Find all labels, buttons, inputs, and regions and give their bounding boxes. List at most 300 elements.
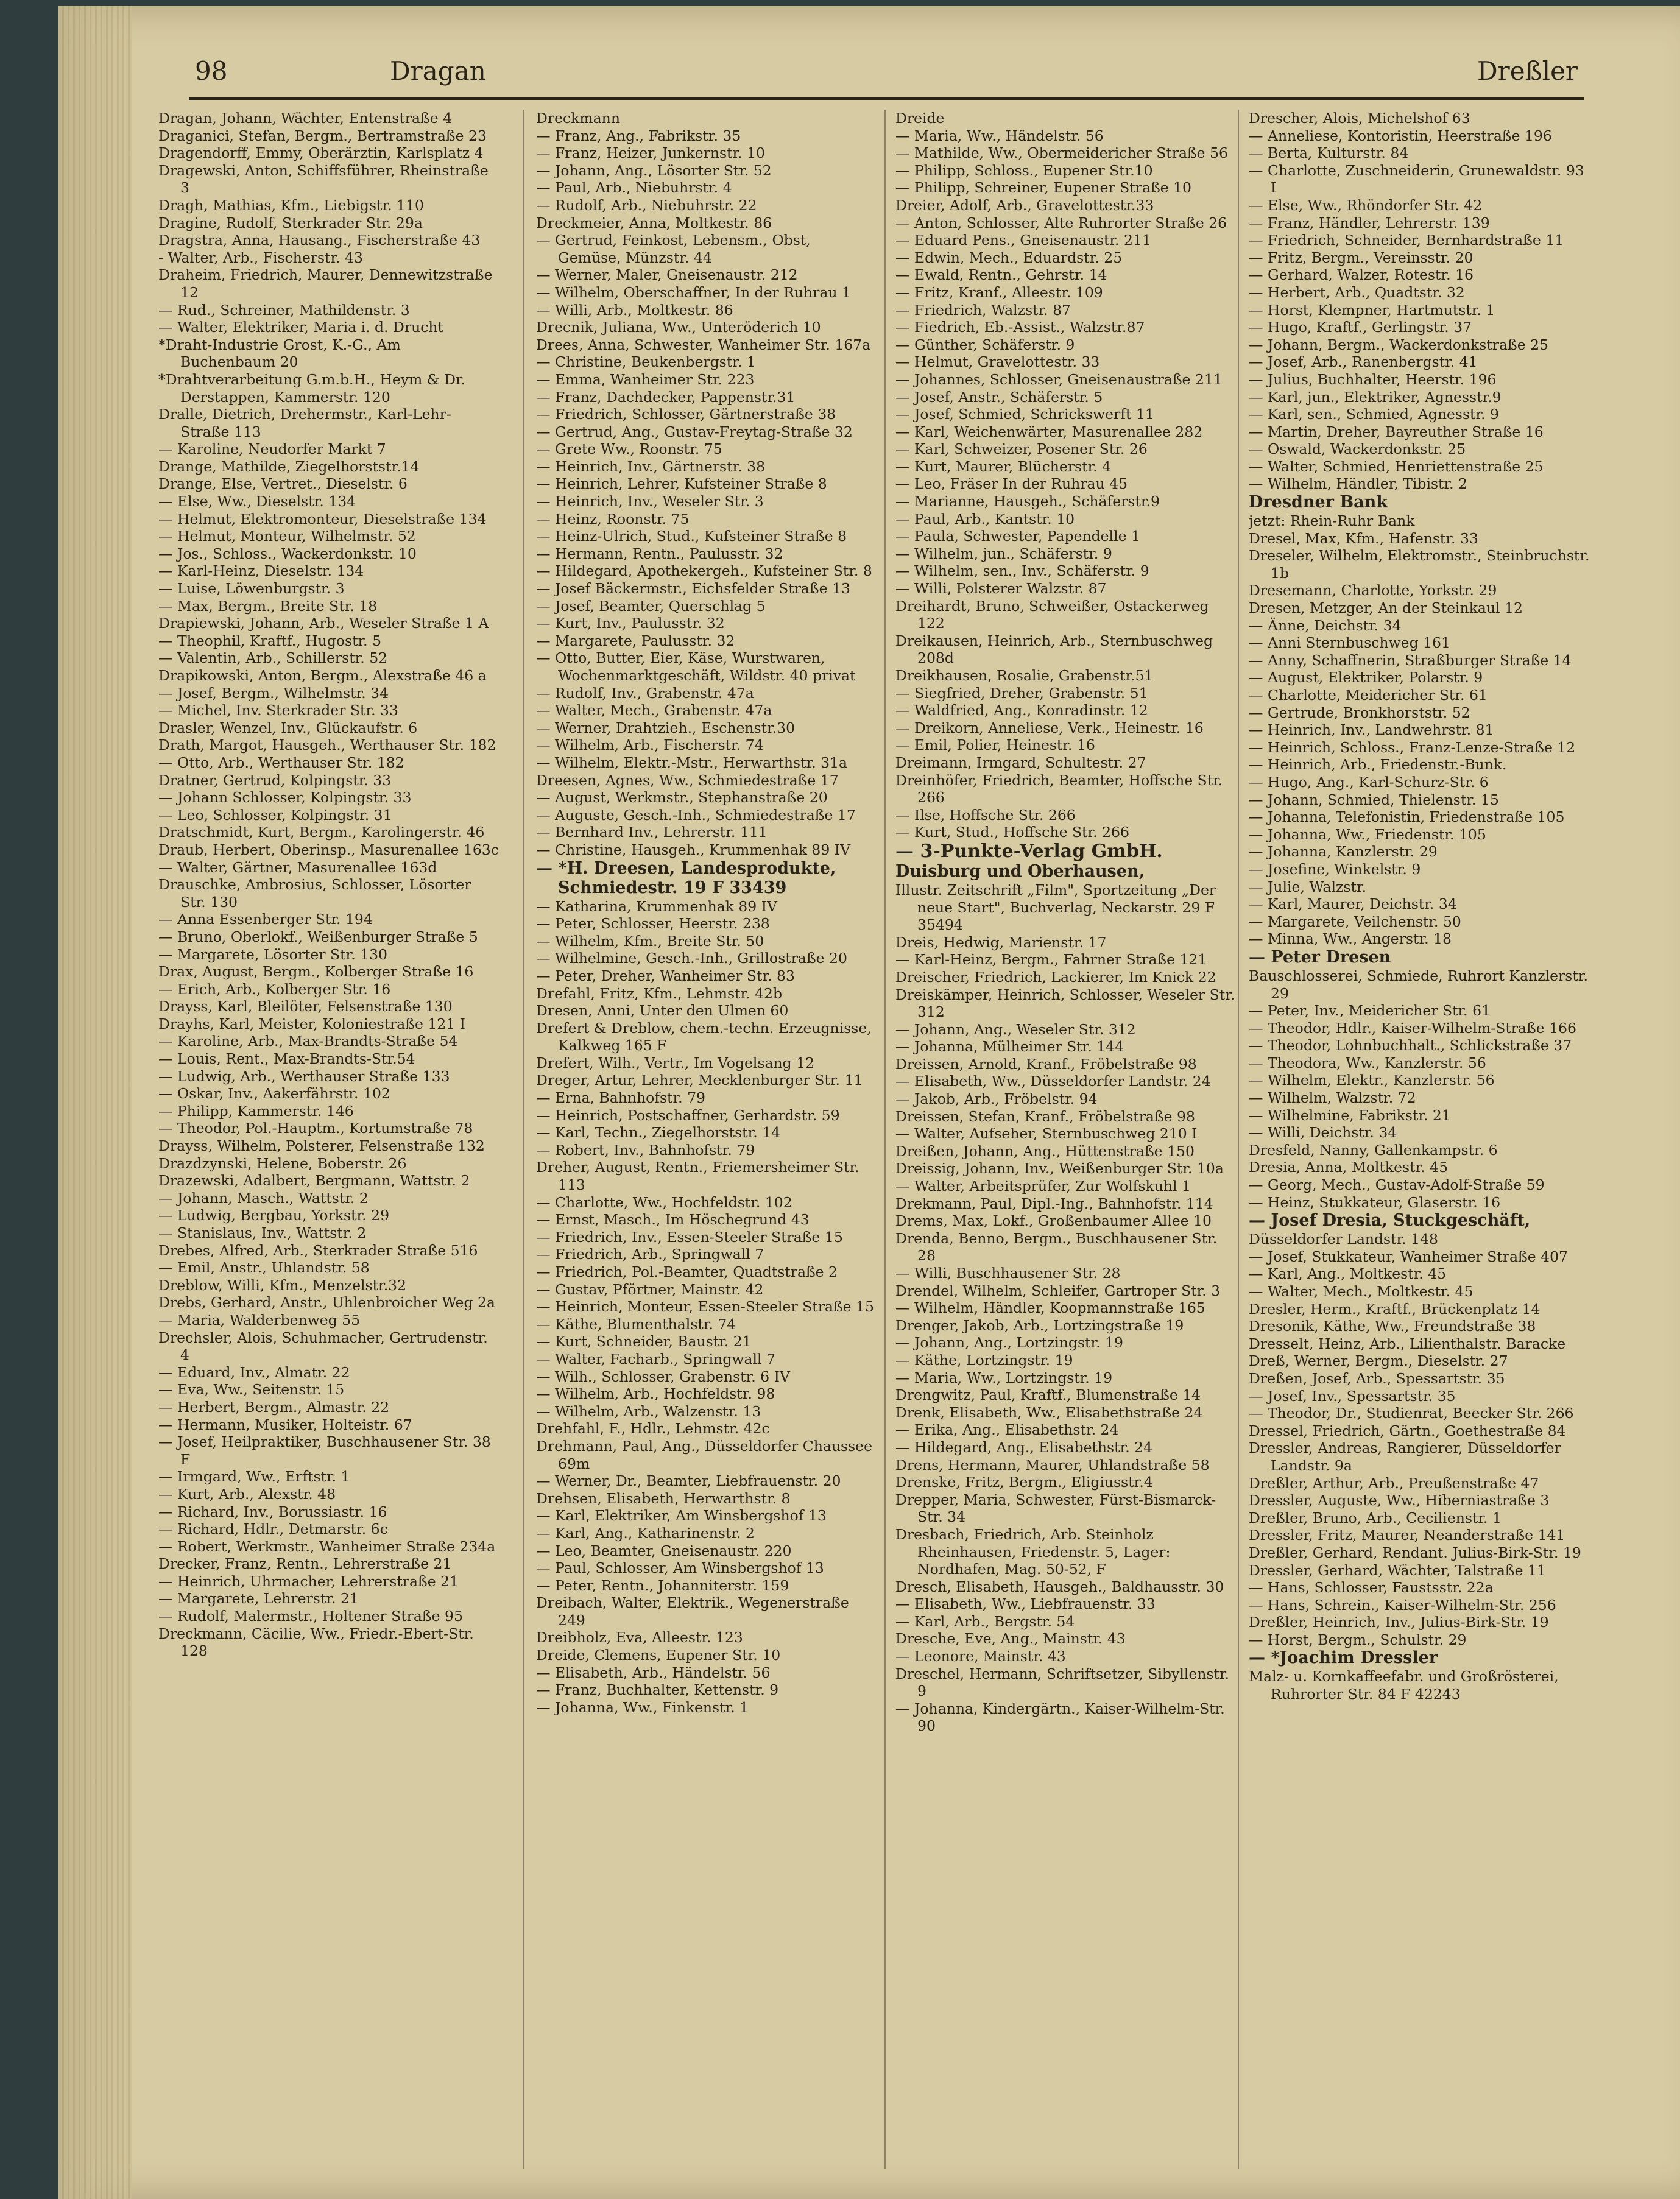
directory-entry: — Änne, Deichstr. 34 [1249,616,1402,634]
directory-entry: Drayss, Karl, Bleilöter, Felsenstraße 130 [158,998,453,1015]
directory-entry: Duisburg und Oberhausen, [895,861,1145,881]
directory-entry: — Heinrich, Postschaffner, Gerhardstr. 59 [536,1106,840,1124]
directory-entry: — Karl-Heinz, Bergm., Fahrner Straße 121 [895,951,1207,969]
directory-entry: — Eduard, Inv., Almatr. 22 [158,1363,350,1381]
directory-entry: — Karl-Heinz, Dieselstr. 134 [158,562,364,580]
directory-entry: — Friedrich, Schneider, Bernhardstraße 11 [1249,231,1564,249]
directory-entry: — Wilhelm, jun., Schäferstr. 9 [895,545,1112,562]
directory-entry: — Peter Dresen [1249,947,1391,967]
directory-entry: — Johanna, Ww., Finkenstr. 1 [536,1698,749,1716]
directory-entry: — Gerhard, Walzer, Rotestr. 16 [1249,266,1474,284]
directory-entry: - Walter, Arb., Fischerstr. 43 [158,249,363,266]
directory-entry: — Willi, Deichstr. 34 [1249,1124,1397,1142]
directory-entry: — Friedrich, Walzstr. 87 [895,301,1071,319]
directory-entry: — Hans, Schrein., Kaiser-Wilhelm-Str. 256 [1249,1596,1556,1614]
directory-entry: Dressler, Andreas, Rangierer, Düsseldorfer Landstr. 9a [1249,1439,1561,1474]
directory-entry: — Werner, Maler, Gneisenaustr. 212 [536,266,798,284]
directory-entry: Draub, Herbert, Oberinsp., Masurenallee 163c [158,841,499,858]
directory-entry: — Max, Bergm., Breite Str. 18 [158,597,378,615]
directory-entry: — Hildegard, Apothekergeh., Kufsteiner Str. 8 [536,562,872,580]
directory-entry: — Robert, Werkmstr., Wanheimer Straße 234a [158,1537,496,1555]
directory-entry: — Bernhard Inv., Lehrerstr. 111 [536,824,768,841]
directory-entry: — Anna Essenberger Str. 194 [158,911,373,928]
directory-entry: Dreckmann, Cäcilie, Ww., Friedr.-Ebert-Str. 128 [158,1625,474,1660]
directory-entry: — Franz, Heizer, Junkernstr. 10 [536,144,765,162]
directory-entry: — Charlotte, Ww., Hochfeldstr. 102 [536,1193,792,1211]
right-guide-word: Dreßler [1477,56,1578,86]
directory-entry: — Robert, Inv., Bahnhofstr. 79 [536,1141,755,1159]
directory-entry: — Kurt, Inv., Paulusstr. 32 [536,615,725,632]
directory-entry: Dresen, Metzger, An der Steinkaul 12 [1249,599,1523,617]
directory-entry: — Johann, Ang., Weseler Str. 312 [895,1020,1136,1038]
directory-entry: — Heinz-Ulrich, Stud., Kufsteiner Straße 8 [536,528,847,545]
directory-entry: Drazewski, Adalbert, Bergmann, Wattstr. 2 [158,1172,470,1190]
column-divider [884,110,886,2169]
directory-entry: — August, Elektriker, Polarstr. 9 [1249,669,1483,687]
directory-entry: — Wilhelmine, Gesch.-Inh., Grillostraße 20 [536,950,847,967]
directory-entry: — Hans, Schlosser, Faustsstr. 22a [1249,1579,1494,1597]
directory-entry: — Hermann, Rentn., Paulusstr. 32 [536,545,783,562]
page-edge [58,6,132,2199]
directory-entry: — Ernst, Masch., Im Höschegrund 43 [536,1211,810,1229]
directory-entry: — Paul, Arb., Kantstr. 10 [895,510,1075,528]
directory-entry: — Maria, Ww., Lortzingstr. 19 [895,1369,1113,1386]
directory-entry: — Helmut, Monteur, Wilhelmstr. 52 [158,528,416,545]
directory-entry: — Kurt, Maurer, Blücherstr. 4 [895,457,1112,475]
directory-entry: — Franz, Ang., Fabrikstr. 35 [536,127,741,144]
directory-entry: — 3-Punkte-Verlag GmbH. [895,840,1163,862]
directory-entry: — Maria, Ww., Händelstr. 56 [895,127,1104,144]
directory-entry: Dreß, Werner, Bergm., Dieselstr. 27 [1249,1352,1508,1370]
directory-entry: Drendel, Wilhelm, Schleifer, Gartroper Str. 3 [895,1282,1221,1299]
directory-entry: — Heinrich, Monteur, Essen-Steeler Straße 15 [536,1298,874,1316]
directory-entry: — Margarete, Lehrerstr. 21 [158,1590,359,1608]
directory-entry: — Margarete, Lösorter Str. 130 [158,945,387,963]
directory-entry: — Josef Dresia, Stuckgeschäft, [1249,1211,1531,1230]
directory-entry: — Heinz, Stukkateur, Glaserstr. 16 [1249,1193,1501,1211]
directory-entry: — Johann, Ang., Lösorter Str. 52 [536,161,772,179]
directory-entry: — Franz, Händler, Lehrerstr. 139 [1249,214,1490,231]
directory-entry: Dreissen, Stefan, Kranf., Fröbelstraße 98 [895,1107,1195,1125]
directory-entry: — Edwin, Mech., Eduardstr. 25 [895,249,1123,266]
directory-entry: — Walter, Facharb., Springwall 7 [536,1350,775,1368]
directory-entry: Drehfahl, F., Hdlr., Lehmstr. 42c [536,1420,770,1438]
directory-entry: — Hermann, Musiker, Holteistr. 67 [158,1416,412,1433]
directory-entry: — Elisabeth, Ww., Düsseldorfer Landstr. 24 [895,1073,1211,1090]
directory-entry: — Fritz, Kranf., Alleestr. 109 [895,283,1103,301]
directory-entry: Dreesen, Agnes, Ww., Schmiedestraße 17 [536,771,839,789]
directory-entry: — Karl, Elektriker, Am Winsbergshof 13 [536,1507,827,1525]
directory-entry: — Fiedrich, Eb.-Assist., Walzstr.87 [895,319,1145,336]
directory-entry: — Jakob, Arb., Fröbelstr. 94 [895,1090,1098,1108]
directory-entry: Dreseler, Wilhelm, Elektromstr., Steinbruchstr. 1b [1249,547,1590,582]
directory-entry: *Draht-Industrie Grost, K.-G., Am Buchenbaum 20 [158,336,401,371]
directory-entry: — Wilhelmine, Fabrikstr. 21 [1249,1106,1451,1124]
directory-entry: Dreger, Artur, Lehrer, Mecklenburger Str. 11 [536,1071,863,1089]
directory-entry: Drapikowski, Anton, Bergm., Alexstraße 46 a [158,667,487,684]
directory-entry: Dreher, August, Rentn., Friemersheimer Str. 113 [536,1159,859,1194]
directory-entry: — Grete Ww., Roonstr. 75 [536,440,722,458]
directory-entry: — Friedrich, Arb., Springwall 7 [536,1246,764,1263]
directory-entry: — Willi, Polsterer Walzstr. 87 [895,580,1107,598]
directory-entry: — Josef, Bergm., Wilhelmstr. 34 [158,684,389,702]
directory-entry: Dreßler, Arthur, Arb., Preußenstraße 47 [1249,1474,1539,1492]
directory-entry: — Anton, Schlosser, Alte Ruhrorter Straße 26 [895,214,1227,231]
directory-entry: — Walter, Mech., Grabenstr. 47a [536,702,772,719]
directory-entry: — Heinrich, Inv., Gärtnerstr. 38 [536,457,766,475]
directory-entry: — Maria, Walderbenweg 55 [158,1311,361,1329]
directory-entry: Düsseldorfer Landstr. 148 [1249,1230,1438,1248]
directory-entry: — Karl, Maurer, Deichstr. 34 [1249,895,1457,913]
directory-entry: — Kurt, Schneider, Baustr. 21 [536,1333,752,1350]
directory-entry: — Johanna, Telefonistin, Friedenstraße 105 [1249,808,1565,826]
directory-entry: — Peter, Inv., Meidericher Str. 61 [1249,1002,1491,1020]
directory-entry: Drechsler, Alois, Schuhmacher, Gertrudenstr. 4 [158,1329,488,1364]
directory-entry: *Drahtverarbeitung G.m.b.H., Heym & Dr. Derstappen, Kammerstr. 120 [158,370,466,406]
directory-entry: — Leo, Beamter, Gneisenaustr. 220 [536,1542,792,1559]
directory-entry: — Peter, Schlosser, Heerstr. 238 [536,915,770,933]
directory-entry: — Josef Bäckermstr., Eichsfelder Straße 13 [536,580,850,598]
directory-entry: Dreikhausen, Rosalie, Grabenstr.51 [895,667,1154,684]
directory-entry: — Johannes, Schlosser, Gneisenaustraße 211 [895,370,1223,388]
directory-entry: Dratschmidt, Kurt, Bergm., Karolingerstr. 46 [158,824,485,841]
directory-entry: Dreißen, Johann, Ang., Hüttenstraße 150 [895,1142,1195,1160]
directory-entry: — Karl, jun., Elektriker, Agnesstr.9 [1249,388,1502,406]
directory-entry: — Paula, Schwester, Papendelle 1 [895,528,1140,545]
directory-entry: — Wilhelm, Elektr., Kanzlerstr. 56 [1249,1071,1495,1089]
directory-entry: Drekmann, Paul, Dipl.-Ing., Bahnhofstr. 114 [895,1195,1213,1212]
directory-entry: Dreibach, Walter, Elektrik., Wegenerstraße 249 [536,1594,849,1629]
directory-entry: — Ilse, Hoffsche Str. 266 [895,806,1076,824]
directory-entry: Dreckmeier, Anna, Moltkestr. 86 [536,214,772,231]
directory-entry: — Willi, Buschhausener Str. 28 [895,1265,1121,1282]
directory-column-2 [536,110,877,2169]
directory-entry: — Leo, Fräser In der Ruhrau 45 [895,475,1128,493]
header-rule [189,97,1584,100]
directory-entry: — Philipp, Schloss., Eupener Str.10 [895,161,1153,179]
directory-entry: — Walter, Arbeitsprüfer, Zur Wolfskuhl 1 [895,1177,1191,1195]
directory-entry: — Ludwig, Arb., Werthauser Straße 133 [158,1067,450,1085]
directory-entry: — Paul, Arb., Niebuhrstr. 4 [536,179,732,197]
directory-entry: — Richard, Hdlr., Detmarstr. 6c [158,1520,388,1538]
directory-entry: — Heinrich, Inv., Weseler Str. 3 [536,493,764,510]
directory-entry: — Peter, Rentn., Johanniterstr. 159 [536,1576,789,1594]
directory-entry: — Otto, Butter, Eier, Käse, Wurstwaren, Wochenmarktgeschäft, Wildstr. 40 privat [536,649,856,684]
directory-entry: — Leonore, Mainstr. 43 [895,1648,1066,1665]
directory-entry: — Wilhelm, Walzstr. 72 [1249,1089,1416,1107]
directory-entry: — Günther, Schäferstr. 9 [895,336,1075,353]
directory-entry: — Hildegard, Ang., Elisabethstr. 24 [895,1438,1153,1456]
directory-entry: — Waldfried, Ang., Konradinstr. 12 [895,702,1148,719]
directory-entry: — Richard, Inv., Borussiastr. 16 [158,1503,387,1520]
directory-entry: Dresonik, Käthe, Ww., Freundstraße 38 [1249,1318,1536,1335]
directory-entry: — Theophil, Kraftf., Hugostr. 5 [158,632,382,649]
directory-entry: Dresdner Bank [1249,493,1388,512]
directory-entry: Drebes, Alfred, Arb., Sterkrader Straße 516 [158,1241,478,1259]
directory-entry: — Heinrich, Uhrmacher, Lehrerstraße 21 [158,1572,459,1590]
directory-entry: — Peter, Dreher, Wanheimer Str. 83 [536,967,795,984]
directory-entry: Drens, Hermann, Maurer, Uhlandstraße 58 [895,1456,1210,1474]
column-divider [523,110,524,2169]
directory-entry: Dreibholz, Eva, Alleestr. 123 [536,1629,743,1647]
directory-entry: — Jos., Schloss., Wackerdonkstr. 10 [158,545,417,562]
directory-entry: — Friedrich, Pol.-Beamter, Quadtstraße 2 [536,1263,838,1280]
directory-entry: — Martin, Dreher, Bayreuther Straße 16 [1249,423,1544,440]
directory-entry: — Hugo, Ang., Karl-Schurz-Str. 6 [1249,773,1489,791]
column-divider [1238,110,1239,2169]
directory-entry: Dreier, Adolf, Arb., Gravelottestr.33 [895,196,1154,214]
directory-entry: — Oskar, Inv., Aakerfährstr. 102 [158,1085,390,1103]
directory-entry: — Gertrude, Bronkhorststr. 52 [1249,704,1470,721]
directory-entry: Dragstra, Anna, Hausang., Fischerstraße 43 [158,231,481,249]
directory-entry: — Michel, Inv. Sterkrader Str. 33 [158,702,398,719]
directory-entry: Drauschke, Ambrosius, Schlosser, Lösorter Str. 130 [158,876,471,911]
directory-entry: — Johann Schlosser, Kolpingstr. 33 [158,789,412,807]
directory-entry: — *H. Dreesen, Landesprodukte, Schmiedestr. 19 F 33439 [536,858,836,897]
directory-entry: — Friedrich, Inv., Essen-Steeler Straße 15 [536,1228,843,1246]
directory-entry: Dreßen, Josef, Arb., Spessartstr. 35 [1249,1369,1505,1387]
directory-entry: Drayss, Wilhelm, Polsterer, Felsenstraße 132 [158,1137,485,1155]
directory-entry: — Else, Ww., Dieselstr. 134 [158,493,356,510]
directory-entry: Drazdzynski, Helene, Boberstr. 26 [158,1154,407,1172]
directory-entry: Dragendorff, Emmy, Oberärztin, Karlsplatz 4 [158,144,484,162]
directory-entry: — Dreikorn, Anneliese, Verk., Heinestr. 16 [895,719,1204,736]
directory-entry: Dresel, Max, Kfm., Hafenstr. 33 [1249,529,1478,547]
directory-entry: — Karoline, Arb., Max-Brandts-Straße 54 [158,1032,458,1050]
directory-entry: Dreikausen, Heinrich, Arb., Sternbuschweg 208d [895,632,1213,667]
directory-entry: — Karl, Weichenwärter, Masurenallee 282 [895,423,1203,440]
directory-entry: Bauschlosserei, Schmiede, Ruhrort Kanzlerstr. 29 [1249,967,1588,1002]
directory-entry: Drenda, Benno, Bergm., Buschhausener Str. 28 [895,1229,1218,1265]
directory-entry: — Paul, Schlosser, Am Winsbergshof 13 [536,1559,824,1577]
directory-entry: — Louis, Rent., Max-Brandts-Str.54 [158,1050,415,1068]
directory-entry: — Charlotte, Meidericher Str. 61 [1249,687,1488,704]
directory-entry: — Christine, Beukenbergstr. 1 [536,353,756,371]
directory-entry: Dreissen, Arnold, Kranf., Fröbelstraße 98 [895,1055,1197,1073]
directory-entry: Drasler, Wenzel, Inv., Glückaufstr. 6 [158,719,418,736]
directory-entry: — Kurt, Stud., Hoffsche Str. 266 [895,824,1129,841]
directory-entry: — Ewald, Rentn., Gehrstr. 14 [895,266,1107,284]
directory-entry: — Karoline, Neudorfer Markt 7 [158,440,386,458]
directory-entry: — Wilhelm, sen., Inv., Schäferstr. 9 [895,562,1149,580]
directory-entry: — Irmgard, Ww., Erftstr. 1 [158,1468,350,1486]
directory-entry: Dreblow, Willi, Kfm., Menzelstr.32 [158,1276,407,1294]
directory-entry: Dralle, Dietrich, Drehermstr., Karl-Lehr-Straße 113 [158,406,451,440]
directory-entry: Dreischer, Friedrich, Lackierer, Im Knick 22 [895,968,1216,986]
directory-entry: Drescher, Alois, Michelshof 63 [1249,110,1470,127]
directory-entry: — Walter, Elektriker, Maria i. d. Drucht [158,319,443,336]
directory-entry: — Berta, Kulturstr. 84 [1249,144,1409,162]
directory-entry: — Minna, Ww., Angerstr. 18 [1249,930,1452,948]
directory-entry: — Margarete, Veilchenstr. 50 [1249,912,1461,930]
directory-entry: — Werner, Drahtzieh., Eschenstr.30 [536,719,796,736]
directory-entry: — Gertrud, Feinkost, Lebensm., Obst, Gemüse, Münzstr. 44 [536,231,811,266]
directory-entry: Dresfeld, Nanny, Gallenkampstr. 6 [1249,1141,1498,1159]
directory-entry: — Walter, Mech., Moltkestr. 45 [1249,1283,1474,1300]
directory-entry: — Willi, Arb., Moltkestr. 86 [536,301,733,319]
directory-entry: — Anni Sternbuschweg 161 [1249,634,1450,652]
directory-entry: — Karl, Ang., Moltkestr. 45 [1249,1265,1447,1283]
directory-entry: — Fritz, Bergm., Vereinsstr. 20 [1249,249,1474,266]
directory-entry: — Theodor, Dr., Studienrat, Beecker Str. 266 [1249,1405,1574,1422]
directory-entry: — Christine, Hausgeh., Krummenhak 89 IV [536,841,851,858]
directory-entry: Dresch, Elisabeth, Hausgeh., Baldhausstr. 30 [895,1578,1224,1595]
directory-entry: — Julius, Buchhalter, Heerstr. 196 [1249,370,1497,388]
directory-entry: — Valentin, Arb., Schillerstr. 52 [158,649,388,667]
directory-entry: Drenk, Elisabeth, Ww., Elisabethstraße 24 [895,1403,1203,1421]
directory-entry: — Oswald, Wackerdonkstr. 25 [1249,440,1466,458]
directory-entry: — Josef, Stukkateur, Wanheimer Straße 407 [1249,1248,1568,1265]
directory-entry: — Else, Ww., Rhöndorfer Str. 42 [1249,196,1483,214]
directory-entry: Drems, Max, Lokf., Großenbaumer Allee 10 [895,1212,1212,1230]
directory-entry: — Margarete, Paulusstr. 32 [536,632,735,649]
directory-entry: — Erika, Ang., Elisabethstr. 24 [895,1421,1119,1439]
page-number: 98 [195,56,228,86]
page-header [195,49,1578,91]
directory-entry: — Kurt, Arb., Alexstr. 48 [158,1485,336,1503]
directory-entry: Drengwitz, Paul, Kraftf., Blumenstraße 14 [895,1386,1201,1404]
directory-entry: Dreßler, Bruno, Arb., Cecilienstr. 1 [1249,1509,1502,1527]
directory-entry: Drapiewski, Johann, Arb., Weseler Straße 1 A [158,615,489,632]
directory-entry: — *Joachim Dressler [1249,1648,1438,1668]
directory-entry: Dragh, Mathias, Kfm., Liebigstr. 110 [158,196,424,214]
directory-entry: — Josef, Heilpraktiker, Buschhausener Str. 38 F [158,1433,491,1468]
directory-entry: Drath, Margot, Hausgeh., Werthauser Str. 182 [158,736,496,754]
directory-entry: Dreis, Hedwig, Marienstr. 17 [895,933,1107,951]
directory-entry: — Franz, Dachdecker, Pappenstr.31 [536,388,796,406]
directory-entry: Drecker, Franz, Rentn., Lehrerstraße 21 [158,1555,452,1573]
directory-entry: — Wilhelm, Kfm., Breite Str. 50 [536,932,764,950]
directory-column-4 [1249,110,1590,2169]
directory-entry: — Käthe, Blumenthalstr. 74 [536,1315,736,1333]
directory-entry: — Josef, Arb., Ranenbergstr. 41 [1249,353,1478,371]
directory-column-3 [895,110,1237,2169]
directory-entry: Drecnik, Juliana, Ww., Unteröderich 10 [536,319,821,336]
directory-entry: — Katharina, Krummenhak 89 IV [536,897,777,915]
directory-entry: — Heinrich, Inv., Landwehrstr. 81 [1249,721,1494,739]
directory-entry: — Wilh., Schlosser, Grabenstr. 6 IV [536,1368,790,1385]
directory-entry: Drehsen, Elisabeth, Herwarthstr. 8 [536,1489,791,1507]
directory-entry: — Leo, Schlosser, Kolpingstr. 31 [158,806,392,824]
directory-entry: Drange, Else, Vertret., Dieselstr. 6 [158,475,408,493]
directory-entry: Dressler, Gerhard, Wächter, Talstraße 11 [1249,1561,1546,1579]
directory-entry: Drepper, Maria, Schwester, Fürst-Bismarck-Str. 34 [895,1491,1216,1526]
directory-entry: — Heinz, Roonstr. 75 [536,510,690,528]
directory-entry: — Josef, Beamter, Querschlag 5 [536,597,766,615]
directory-entry: — Wilhelm, Arb., Fischerstr. 74 [536,736,764,754]
directory-entry: — Erna, Bahnhofstr. 79 [536,1089,705,1107]
directory-entry: Dreßler, Heinrich, Inv., Julius-Birk-Str. 19 [1249,1614,1549,1631]
directory-entry: — Charlotte, Zuschneiderin, Grunewaldstr. 93 I [1249,161,1584,197]
directory-entry: Dreide [895,110,945,127]
directory-entry: — Karl, Arb., Bergstr. 54 [895,1612,1075,1630]
directory-entry: Malz- u. Kornkaffeefabr. und Großrösterei, Ruhrorter Str. 84 F 42243 [1249,1668,1559,1703]
directory-entry: — Walter, Aufseher, Sternbuschweg 210 I [895,1125,1198,1143]
left-guide-word: Dragan [390,56,486,86]
directory-entry: Drefert & Dreblow, chem.-techn. Erzeugnisse, Kalkweg 165 F [536,1019,872,1054]
directory-entry: jetzt: Rhein-Ruhr Bank [1249,512,1415,530]
directory-entry: — Julie, Walzstr. [1249,878,1367,895]
directory-entry: — Horst, Klempner, Hartmutstr. 1 [1249,301,1495,319]
directory-entry: — Johann, Schmied, Thielenstr. 15 [1249,791,1499,808]
directory-entry: — Theodor, Hdlr., Kaiser-Wilhelm-Straße 166 [1249,1019,1576,1037]
directory-entry: Dresia, Anna, Moltkestr. 45 [1249,1159,1449,1176]
directory-entry: — Josef, Inv., Spessartstr. 35 [1249,1387,1456,1405]
directory-entry: — Karl, Techn., Ziegelhorststr. 14 [536,1124,781,1142]
directory-entry: — Rudolf, Arb., Niebuhrstr. 22 [536,196,757,214]
directory-entry: — Mathilde, Ww., Obermeidericher Straße 56 [895,144,1228,162]
directory-entry: — Josefine, Winkelstr. 9 [1249,860,1421,878]
directory-entry: — Helmut, Gravelottestr. 33 [895,353,1100,371]
directory-entry: — Johann, Ang., Lortzingstr. 19 [895,1334,1123,1352]
directory-entry: Dreschel, Hermann, Schriftsetzer, Sibyllenstr. 9 [895,1665,1230,1700]
directory-entry: — Erich, Arb., Kolberger Str. 16 [158,980,391,998]
directory-entry: — Bruno, Oberlokf., Weißenburger Straße 5 [158,928,478,945]
directory-entry: — Theodor, Lohnbuchhalt., Schlickstraße 37 [1249,1037,1572,1054]
directory-entry: Dresche, Eve, Ang., Mainstr. 43 [895,1630,1126,1648]
directory-entry: — Anny, Schaffnerin, Straßburger Straße 14 [1249,651,1572,669]
directory-entry: — Werner, Dr., Beamter, Liebfrauenstr. 20 [536,1472,841,1490]
directory-entry: — Elisabeth, Arb., Händelstr. 56 [536,1664,771,1681]
directory-entry: Dresemann, Charlotte, Yorkstr. 29 [1249,582,1497,599]
directory-entry: Drax, August, Bergm., Kolberger Straße 16 [158,963,474,981]
directory-entry: — Eva, Ww., Seitenstr. 15 [158,1381,345,1399]
directory-entry: Drefert, Wilh., Vertr., Im Vogelsang 12 [536,1054,815,1071]
directory-entry: — Josef, Schmied, Schrickswerft 11 [895,406,1154,423]
directory-entry: Dreimann, Irmgard, Schultestr. 27 [895,754,1146,771]
directory-entry: — Gustav, Pförtner, Mainstr. 42 [536,1280,764,1298]
directory-entry: Dreihardt, Bruno, Schweißer, Ostackerweg 122 [895,597,1209,632]
directory-entry: Draganici, Stefan, Bergm., Bertramstraße 23 [158,127,487,144]
directory-entry: — Luise, Löwenburgstr. 3 [158,580,345,598]
directory-entry: — Auguste, Gesch.-Inh., Schmiedestraße 17 [536,806,856,824]
directory-entry: Dreiskämper, Heinrich, Schlosser, Weseler Str. 312 [895,986,1235,1021]
directory-entry: Drenger, Jakob, Arb., Lortzingstraße 19 [895,1316,1184,1334]
directory-entry: Dreßler, Gerhard, Rendant. Julius-Birk-Str. 19 [1249,1544,1581,1561]
directory-entry: Dreinhöfer, Friedrich, Beamter, Hoffsche Str. 266 [895,771,1223,807]
directory-entry: — Philipp, Kammerstr. 146 [158,1102,354,1120]
directory-entry: — Philipp, Schreiner, Eupener Straße 10 [895,179,1191,197]
directory-entry: — Karl, Schweizer, Posener Str. 26 [895,440,1148,458]
directory-entry: Dresler, Herm., Kraftf., Brückenplatz 14 [1249,1300,1541,1318]
directory-entry: Dragewski, Anton, Schiffsführer, Rheinstraße 3 [158,161,489,197]
directory-entry: — Emma, Wanheimer Str. 223 [536,370,755,388]
directory-entry: Drebs, Gerhard, Anstr., Uhlenbroicher Weg 2a [158,1294,495,1311]
directory-entry: — Elisabeth, Ww., Liebfrauenstr. 33 [895,1595,1156,1613]
directory-entry: Dressel, Friedrich, Gärtn., Goethestraße 84 [1249,1422,1566,1439]
directory-entry: — Ludwig, Bergbau, Yorkstr. 29 [158,1207,390,1224]
directory-entry: — Marianne, Hausgeh., Schäferstr.9 [895,493,1160,510]
directory-entry: — Theodor, Pol.-Hauptm., Kortumstraße 78 [158,1120,473,1137]
directory-entry: — Wilhelm, Oberschaffner, In der Ruhrau 1 [536,283,851,301]
directory-entry: — Johann, Bergm., Wackerdonkstraße 25 [1249,336,1548,353]
directory-entry: Dreckmann [536,110,620,127]
directory-entry: Drange, Mathilde, Ziegelhorststr.14 [158,457,420,475]
directory-entry: Drenske, Fritz, Bergm., Eligiusstr.4 [895,1474,1153,1491]
directory-entry: Dresselt, Heinz, Arb., Lilienthalstr. Baracke [1249,1335,1566,1352]
directory-entry: — Georg, Mech., Gustav-Adolf-Straße 59 [1249,1176,1545,1194]
directory-entry: — Josef, Anstr., Schäferstr. 5 [895,388,1103,406]
directory-entry: — Siegfried, Dreher, Grabenstr. 51 [895,684,1148,702]
directory-entry: — Hugo, Kraftf., Gerlingstr. 37 [1249,319,1472,336]
directory-entry: — Stanislaus, Inv., Wattstr. 2 [158,1224,367,1241]
directory-entry: — Herbert, Arb., Quadtstr. 32 [1249,283,1465,301]
directory-entry: — Wilhelm, Elektr.-Mstr., Herwarthstr. 31a [536,754,848,771]
directory-entry: — Wilhelm, Händler, Koopmannstraße 165 [895,1299,1205,1317]
directory-entry: Dressler, Auguste, Ww., Hiberniastraße 3 [1249,1492,1550,1509]
directory-entry: — Käthe, Lortzingstr. 19 [895,1351,1073,1369]
directory-entry: — Otto, Arb., Werthauser Str. 182 [158,754,404,771]
